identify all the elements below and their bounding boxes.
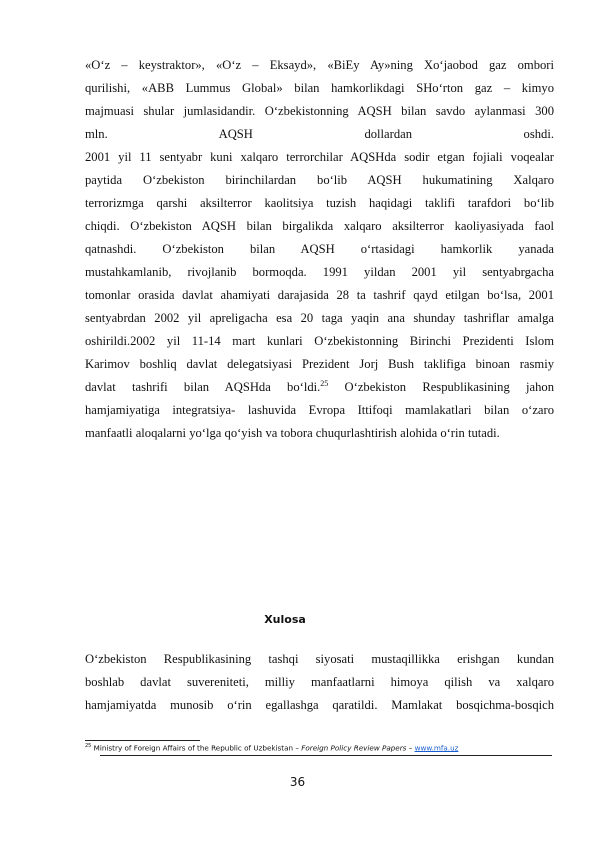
footnote-text: Ministry of Foreign Affairs of the Republic of Uzbekistan – (93, 743, 302, 753)
text-line: hamjamiyatda munosib o‘rin egallashga qaratildi. Mamlakat bosqichma-bosqich (85, 698, 554, 712)
text-line: mln. AQSH dollardan oshdi. (85, 127, 554, 141)
footnote-number: 25 (85, 743, 92, 749)
text-line: «O‘z – keystraktor», «O‘z – Eksayd», «BiEy Ay»ning Xo‘jaobod gaz ombori (85, 58, 554, 72)
text-line: majmuasi shular jumlasidandir. O‘zbekistonning AQSH bilan savdo aylanmasi 300 (85, 104, 554, 118)
text-line: 2001 yil 11 sentyabr kuni xalqaro terrorchilar AQSHda sodir etgan fojiali voqealar (85, 150, 554, 164)
footnote-separator (85, 740, 200, 741)
text-line: qatnashdi. O‘zbekiston bilan AQSH o‘rtasidagi hamkorlik yanada (85, 242, 554, 256)
text-line: hamjamiyatiga integratsiya- lashuvida Evropa Ittifoqi mamlakatlari bilan o‘zaro (85, 403, 554, 417)
text-segment: O‘zbekiston Respublikasining jahon (344, 380, 554, 394)
footnote-underline (100, 755, 552, 756)
footnote-separator-text: – (406, 743, 415, 753)
section-heading: Xulosa (264, 613, 306, 626)
page-number: 36 (289, 775, 306, 789)
footnote-link[interactable]: www.mfa.uz (414, 743, 459, 753)
footnote-source: Foreign Policy Review Papers (301, 743, 407, 753)
text-line: manfaatli aloqalarni yo‘lga qo‘yish va tobora chuqurlashtirish alohida o‘rin tutadi. (85, 426, 500, 440)
footnote-reference[interactable]: 25 (320, 378, 329, 388)
text-line: tomonlar orasida davlat ahamiyati darajasida 28 ta tashrif qayd etilgan bo‘lsa, 2001 (85, 288, 554, 302)
text-line: sentyabrdan 2002 yil apreligacha esa 20 taga yaqin ana shunday tashriflar amalga (85, 311, 554, 325)
paragraph-2 (85, 648, 554, 717)
text-line: mustahkamlanib, rivojlanib bormoqda. 1991 yildan 2001 yil sentyabrgacha (85, 265, 554, 279)
text-line: qurilishi, «ABB Lummus Global» bilan hamkorlikdagi SHo‘rton gaz – kimyo (85, 81, 554, 95)
text-line: paytida O‘zbekiston birinchilardan bo‘lib AQSH hukumatining Xalqaro (85, 173, 554, 187)
text-line: terrorizmga qarshi aksilterror kaolitsiya tuzish haqidagi taklifi tarafdori bo‘lib (85, 196, 554, 210)
text-line: oshirildi.2002 yil 11-14 mart kunlari O‘zbekistonning Birinchi Prezidenti Islom (85, 334, 554, 348)
paragraph-1 (85, 54, 554, 445)
text-segment: davlat tashrifi bilan AQSHda bo‘ldi. (85, 380, 321, 394)
footnote (85, 743, 560, 752)
text-line-with-footnote (85, 376, 554, 399)
text-line: chiqdi. O‘zbekiston AQSH bilan birgalikda xalqaro aksilterror kaoliyasiyada faol (85, 219, 554, 233)
text-line: boshlab davlat suvereniteti, milliy manfaatlarni himoya qilish va xalqaro (85, 675, 554, 689)
text-line: O‘zbekiston Respublikasining tashqi siyosati mustaqillikka erishgan kundan (85, 652, 554, 666)
text-line: Karimov boshliq davlat delegatsiyasi Prezident Jorj Bush taklifiga binoan rasmiy (85, 357, 554, 371)
